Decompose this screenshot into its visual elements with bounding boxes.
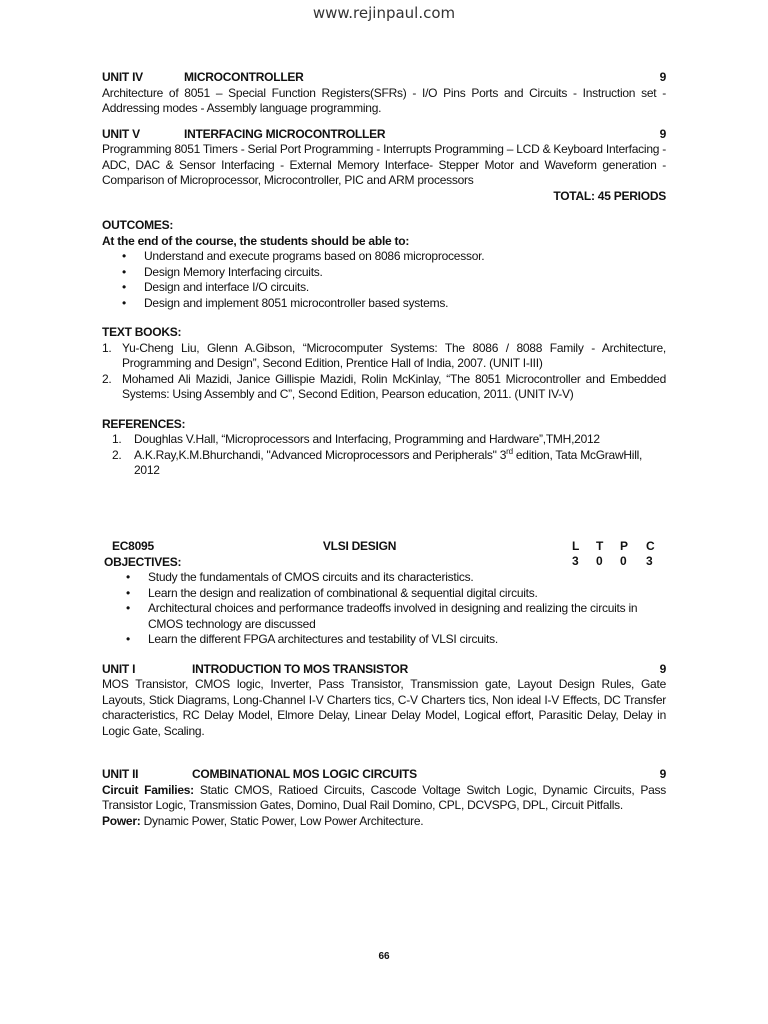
unit-hours: 9 (659, 767, 666, 781)
list-item: • Understand and execute programs based on 8086 microprocessor. (102, 249, 666, 265)
unit-code: UNIT V (102, 126, 140, 141)
ltpc-grid (572, 539, 666, 570)
list-item (102, 341, 666, 372)
item-text: Mohamed Ali Mazidi, Janice Gillispie Mazidi, Rolin McKinlay, “The 8051 Microcontroller and Embedded Systems: Using Assembly and C”, Second Edition, Pearson education, 2011. (UNIT IV-V) (122, 371, 666, 401)
unit-code: UNIT I (102, 661, 136, 676)
unit-v-heading (102, 127, 666, 143)
course-code: EC8095 (112, 538, 154, 553)
circuit-families-label: Circuit Families: (102, 782, 194, 797)
course-header (102, 539, 666, 570)
superscript: rd (506, 446, 513, 456)
syllabus-page (102, 70, 666, 829)
list-item: • Learn the different FPGA architectures and testability of VLSI circuits. (106, 632, 666, 648)
item-number: 1. (112, 432, 122, 446)
unit-v-body: Programming 8051 Timers - Serial Port Programming - Interrupts Programming – LCD & Keyboard Interfacing - ADC, DAC & Sensor Interfacing - External Memory Interface- Stepper Motor and Waveform generation - Comparison of Microprocessor, Microcontroller, PIC and ARM processors (102, 142, 666, 187)
list-item (102, 448, 666, 479)
unit-hours: 9 (659, 661, 666, 676)
unit-i-heading (102, 662, 666, 678)
circuit-families-body: Static CMOS, Ratioed Circuits, Cascode Voltage Switch Logic, Dynamic Circuits, Pass Transistor Logic, Transmission Gates, Domino, Dual Rail Domino, CPL, DCVSPG, DPL, Circuit Pitfalls. (102, 782, 667, 812)
ltpc-label: C (646, 538, 655, 553)
list-item: • Design and interface I/O circuits. (102, 280, 666, 296)
unit-title: COMBINATIONAL MOS LOGIC CIRCUITS (192, 767, 417, 781)
objectives-list (102, 570, 666, 648)
unit-title: MICROCONTROLLER (184, 70, 304, 84)
objectives-heading: OBJECTIVES: (104, 554, 182, 569)
unit-ii-power (102, 814, 666, 830)
item-number: 2. (102, 371, 112, 386)
power-label: Power: (102, 813, 141, 828)
references-list (102, 432, 666, 479)
unit-code: UNIT II (102, 767, 139, 781)
unit-code: UNIT IV (102, 70, 143, 84)
unit-ii-heading (102, 767, 666, 783)
unit-i-body: MOS Transistor, CMOS logic, Inverter, Pass Transistor, Transmission gate, Layout Design Rules, Gate Layouts, Stick Diagrams, Long-Channel I-V Charters tics, C-V Charters tics, Non ideal I-V Effects, DC Transfer characteristics, RC Delay Model, Elmore Delay, Linear Delay Model, Logical effort, Parasitic Delay, Delay in Logic Gate, Scaling. (102, 677, 666, 738)
item-number: 2. (112, 447, 122, 462)
course-title: VLSI DESIGN (322, 538, 397, 553)
list-item: • Design and implement 8051 microcontroller based systems. (102, 296, 666, 312)
ltpc-value: 3 (572, 554, 579, 568)
list-item: • Study the fundamentals of CMOS circuits and its characteristics. (106, 570, 666, 586)
outcomes-intro: At the end of the course, the students should be able to: (102, 233, 410, 248)
ltpc-value: 0 (596, 554, 603, 568)
unit-title: INTERFACING MICROCONTROLLER (184, 126, 386, 141)
ltpc-label: P (620, 538, 628, 553)
power-body: Dynamic Power, Static Power, Low Power Architecture. (140, 813, 424, 828)
ltpc-value: 3 (646, 554, 653, 568)
item-text-a: A.K.Ray,K.M.Bhurchandi, "Advanced Microprocessors and Peripherals" 3 (134, 447, 507, 462)
list-item (102, 372, 666, 403)
page-number: 66 (378, 951, 390, 962)
item-text-b: edition, Tata McGrawHill, 2012 (134, 447, 643, 477)
list-item: • Design Memory Interfacing circuits. (102, 265, 666, 281)
item-text: Doughlas V.Hall, “Microprocessors and Interfacing, Programming and Hardware”,TMH,2012 (134, 432, 600, 446)
outcomes-heading: OUTCOMES: (102, 218, 174, 232)
unit-hours: 9 (659, 126, 666, 141)
item-number: 1. (102, 340, 112, 355)
unit-title: INTRODUCTION TO MOS TRANSISTOR (192, 661, 409, 676)
textbooks-list (102, 341, 666, 403)
list-item: • Learn the design and realization of combinational & sequential digital circuits. (106, 586, 666, 602)
ltpc-label: L (572, 538, 580, 553)
unit-hours: 9 (659, 70, 666, 84)
item-text: Yu-Cheng Liu, Glenn A.Gibson, “Microcomputer Systems: The 8086 / 8088 Family - Architecture, Programming and Design”, Second Edition, Prentice Hall of India, 2007. (UNIT I-III) (122, 340, 666, 370)
ltpc-label: T (596, 538, 604, 553)
unit-iv-heading (102, 70, 666, 86)
textbooks-heading: TEXT BOOKS: (102, 325, 182, 339)
list-item (102, 432, 666, 448)
references-heading: REFERENCES: (102, 416, 186, 431)
unit-iv-body: Architecture of 8051 – Special Function Registers(SFRs) - I/O Pins Ports and Circuits - Instruction set - Addressing modes - Assembly language programming. (102, 85, 666, 115)
unit-ii-circuit-families (102, 783, 666, 814)
total-periods: TOTAL: 45 PERIODS (553, 188, 666, 203)
site-header: www.rejinpaul.com (312, 4, 456, 22)
ltpc-value: 0 (620, 554, 627, 568)
list-item: • Architectural choices and performance tradeoffs involved in designing and realizing the circuits in CMOS technology are discussed (106, 601, 666, 632)
outcomes-list (102, 249, 666, 311)
